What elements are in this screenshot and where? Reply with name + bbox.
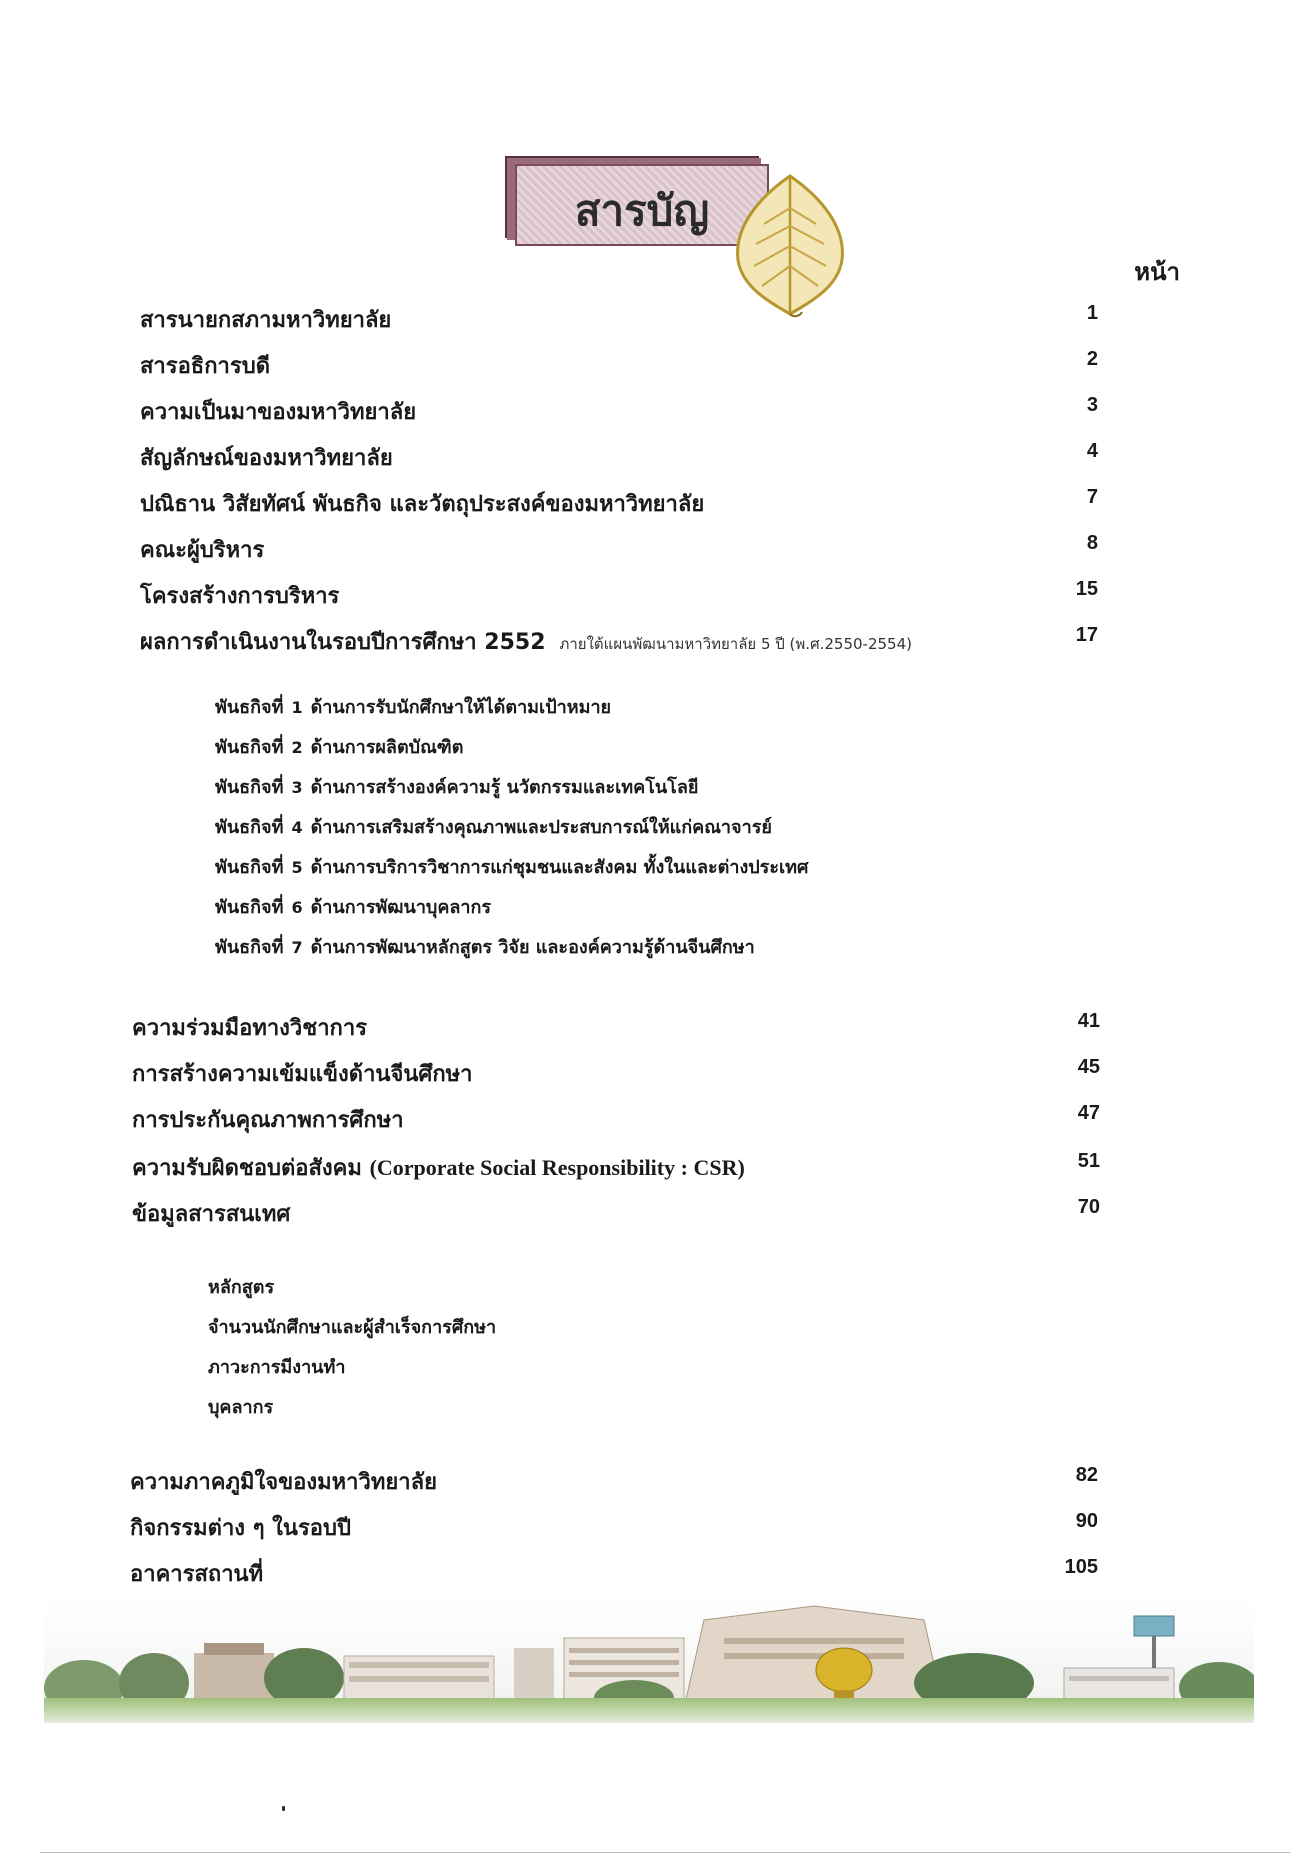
toc-entry[interactable] <box>0 1056 1307 1090</box>
mission-prefix: พันธกิจที่ <box>215 817 284 838</box>
mission-prefix: พันธกิจที่ <box>215 897 284 918</box>
toc-entry[interactable] <box>0 1102 1307 1136</box>
scan-speck <box>282 1806 285 1811</box>
mission-prefix: พันธกิจที่ <box>215 777 284 798</box>
toc-entry-label: สารอธิการบดี <box>140 354 270 379</box>
toc-entry[interactable] <box>0 1196 1307 1230</box>
toc-entry-page: 17 <box>1075 624 1098 646</box>
toc-entry-page: 4 <box>1086 440 1098 462</box>
toc-entry-note: ภายใต้แผนพัฒนามหาวิทยาลัย 5 ปี (พ.ศ.2550-2554) <box>559 635 912 653</box>
toc-entry-page: 70 <box>1077 1196 1100 1218</box>
mission-label: ด้านการรับนักศึกษาให้ได้ตามเป้าหมาย <box>310 697 612 718</box>
toc-entry[interactable] <box>0 394 1307 428</box>
mission-number: 4 <box>291 818 303 837</box>
page-title: สารบัญ <box>574 186 710 235</box>
toc-entry-page: 41 <box>1077 1010 1100 1032</box>
toc-entry-page: 45 <box>1077 1056 1100 1078</box>
toc-entry-page: 8 <box>1086 532 1098 554</box>
mission-number: 7 <box>291 938 303 957</box>
toc-entry[interactable] <box>0 302 1307 336</box>
toc-entry[interactable] <box>0 532 1307 566</box>
toc-entry-page: 15 <box>1075 578 1098 600</box>
mission-number: 3 <box>291 778 303 797</box>
mission-number: 6 <box>291 898 303 917</box>
toc-entry-page: 2 <box>1086 348 1098 370</box>
mission-label: ด้านการเสริมสร้างคุณภาพและประสบการณ์ให้แก่คณาจารย์ <box>310 817 772 838</box>
toc-entry[interactable] <box>0 1150 1307 1184</box>
mission-item[interactable] <box>215 852 808 881</box>
footer-rule <box>40 1852 1290 1853</box>
mission-item[interactable] <box>215 812 772 841</box>
toc-entry-label: ความภาคภูมิใจของมหาวิทยาลัย <box>130 1470 437 1495</box>
toc-entry-page: 47 <box>1077 1102 1100 1124</box>
toc-entry[interactable] <box>0 1556 1307 1590</box>
mission-prefix: พันธกิจที่ <box>215 857 284 878</box>
toc-entry-label: อาคารสถานที่ <box>130 1562 264 1587</box>
toc-entry[interactable] <box>0 440 1307 474</box>
toc-entry-label: ปณิธาน วิสัยทัศน์ พันธกิจ และวัตถุประสงค์ของมหาวิทยาลัย <box>140 492 705 517</box>
toc-entry-label: การสร้างความเข้มแข็งด้านจีนศึกษา <box>132 1062 473 1087</box>
mission-item[interactable] <box>215 932 755 961</box>
mission-item[interactable] <box>215 892 491 921</box>
toc-entry[interactable] <box>0 1510 1307 1544</box>
mission-prefix: พันธกิจที่ <box>215 737 284 758</box>
info-subitem[interactable]: ภาวะการมีงานทำ <box>208 1357 346 1378</box>
campus-illustration <box>44 1598 1254 1723</box>
page-column-header: หน้า <box>1134 258 1180 286</box>
toc-entry-label: ข้อมูลสารสนเทศ <box>132 1202 291 1227</box>
toc-entry-label: ความเป็นมาของมหาวิทยาลัย <box>140 400 417 425</box>
toc-entry-label: กิจกรรมต่าง ๆ ในรอบปี <box>130 1516 351 1541</box>
toc-entry-page: 1 <box>1086 302 1098 324</box>
toc-entry-label: การประกันคุณภาพการศึกษา <box>132 1108 404 1133</box>
toc-entry[interactable] <box>0 624 1307 658</box>
mission-item[interactable] <box>215 732 463 761</box>
mission-label: ด้านการพัฒนาหลักสูตร วิจัย และองค์ความรู้ด้านจีนศึกษา <box>310 937 755 958</box>
toc-entry[interactable] <box>0 486 1307 520</box>
toc-entry-label: คณะผู้บริหาร <box>140 538 265 563</box>
bodhi-leaf-icon <box>728 168 853 318</box>
toc-entry-title: ความรับผิดชอบต่อสังคม <box>132 1156 362 1181</box>
toc-entry-page: 51 <box>1077 1150 1100 1172</box>
info-subitem[interactable]: บุคลากร <box>208 1397 274 1418</box>
mission-label: ด้านการบริการวิชาการแก่ชุมชนและสังคม ทั้งในและต่างประเทศ <box>310 857 809 878</box>
toc-entry-label <box>132 1150 745 1185</box>
toc-entry[interactable] <box>0 1010 1307 1044</box>
toc-entry-page: 82 <box>1075 1464 1098 1486</box>
mission-prefix: พันธกิจที่ <box>215 697 284 718</box>
toc-entry-label: โครงสร้างการบริหาร <box>140 584 340 609</box>
info-subitem[interactable]: จำนวนนักศึกษาและผู้สำเร็จการศึกษา <box>208 1317 497 1338</box>
mission-label: ด้านการผลิตบัณฑิต <box>310 737 464 758</box>
toc-entry[interactable] <box>0 1464 1307 1498</box>
toc-entry-label: ความร่วมมือทางวิชาการ <box>132 1016 368 1041</box>
mission-label: ด้านการพัฒนาบุคลากร <box>310 897 492 918</box>
toc-entry-title: ผลการดำเนินงานในรอบปีการศึกษา 2552 <box>140 630 546 655</box>
mission-number: 5 <box>291 858 303 877</box>
toc-entry-latin: (Corporate Social Responsibility : CSR) <box>369 1155 745 1180</box>
toc-entry-page: 90 <box>1075 1510 1098 1532</box>
toc-entry[interactable] <box>0 578 1307 612</box>
toc-entry-label: สารนายกสภามหาวิทยาลัย <box>140 308 392 333</box>
toc-entry-page: 7 <box>1086 486 1098 508</box>
mission-item[interactable] <box>215 692 611 721</box>
toc-entry[interactable] <box>0 348 1307 382</box>
mission-label: ด้านการสร้างองค์ความรู้ นวัตกรรมและเทคโนโลยี <box>310 777 699 798</box>
toc-entry-label: สัญลักษณ์ของมหาวิทยาลัย <box>140 446 393 471</box>
toc-entry-page: 105 <box>1064 1556 1098 1578</box>
mission-prefix: พันธกิจที่ <box>215 937 284 958</box>
info-subitem[interactable]: หลักสูตร <box>208 1277 275 1298</box>
toc-entry-page: 3 <box>1086 394 1098 416</box>
mission-item[interactable] <box>215 772 698 801</box>
toc-entry-label <box>140 624 912 659</box>
mission-number: 1 <box>291 698 303 717</box>
mission-number: 2 <box>291 738 303 757</box>
